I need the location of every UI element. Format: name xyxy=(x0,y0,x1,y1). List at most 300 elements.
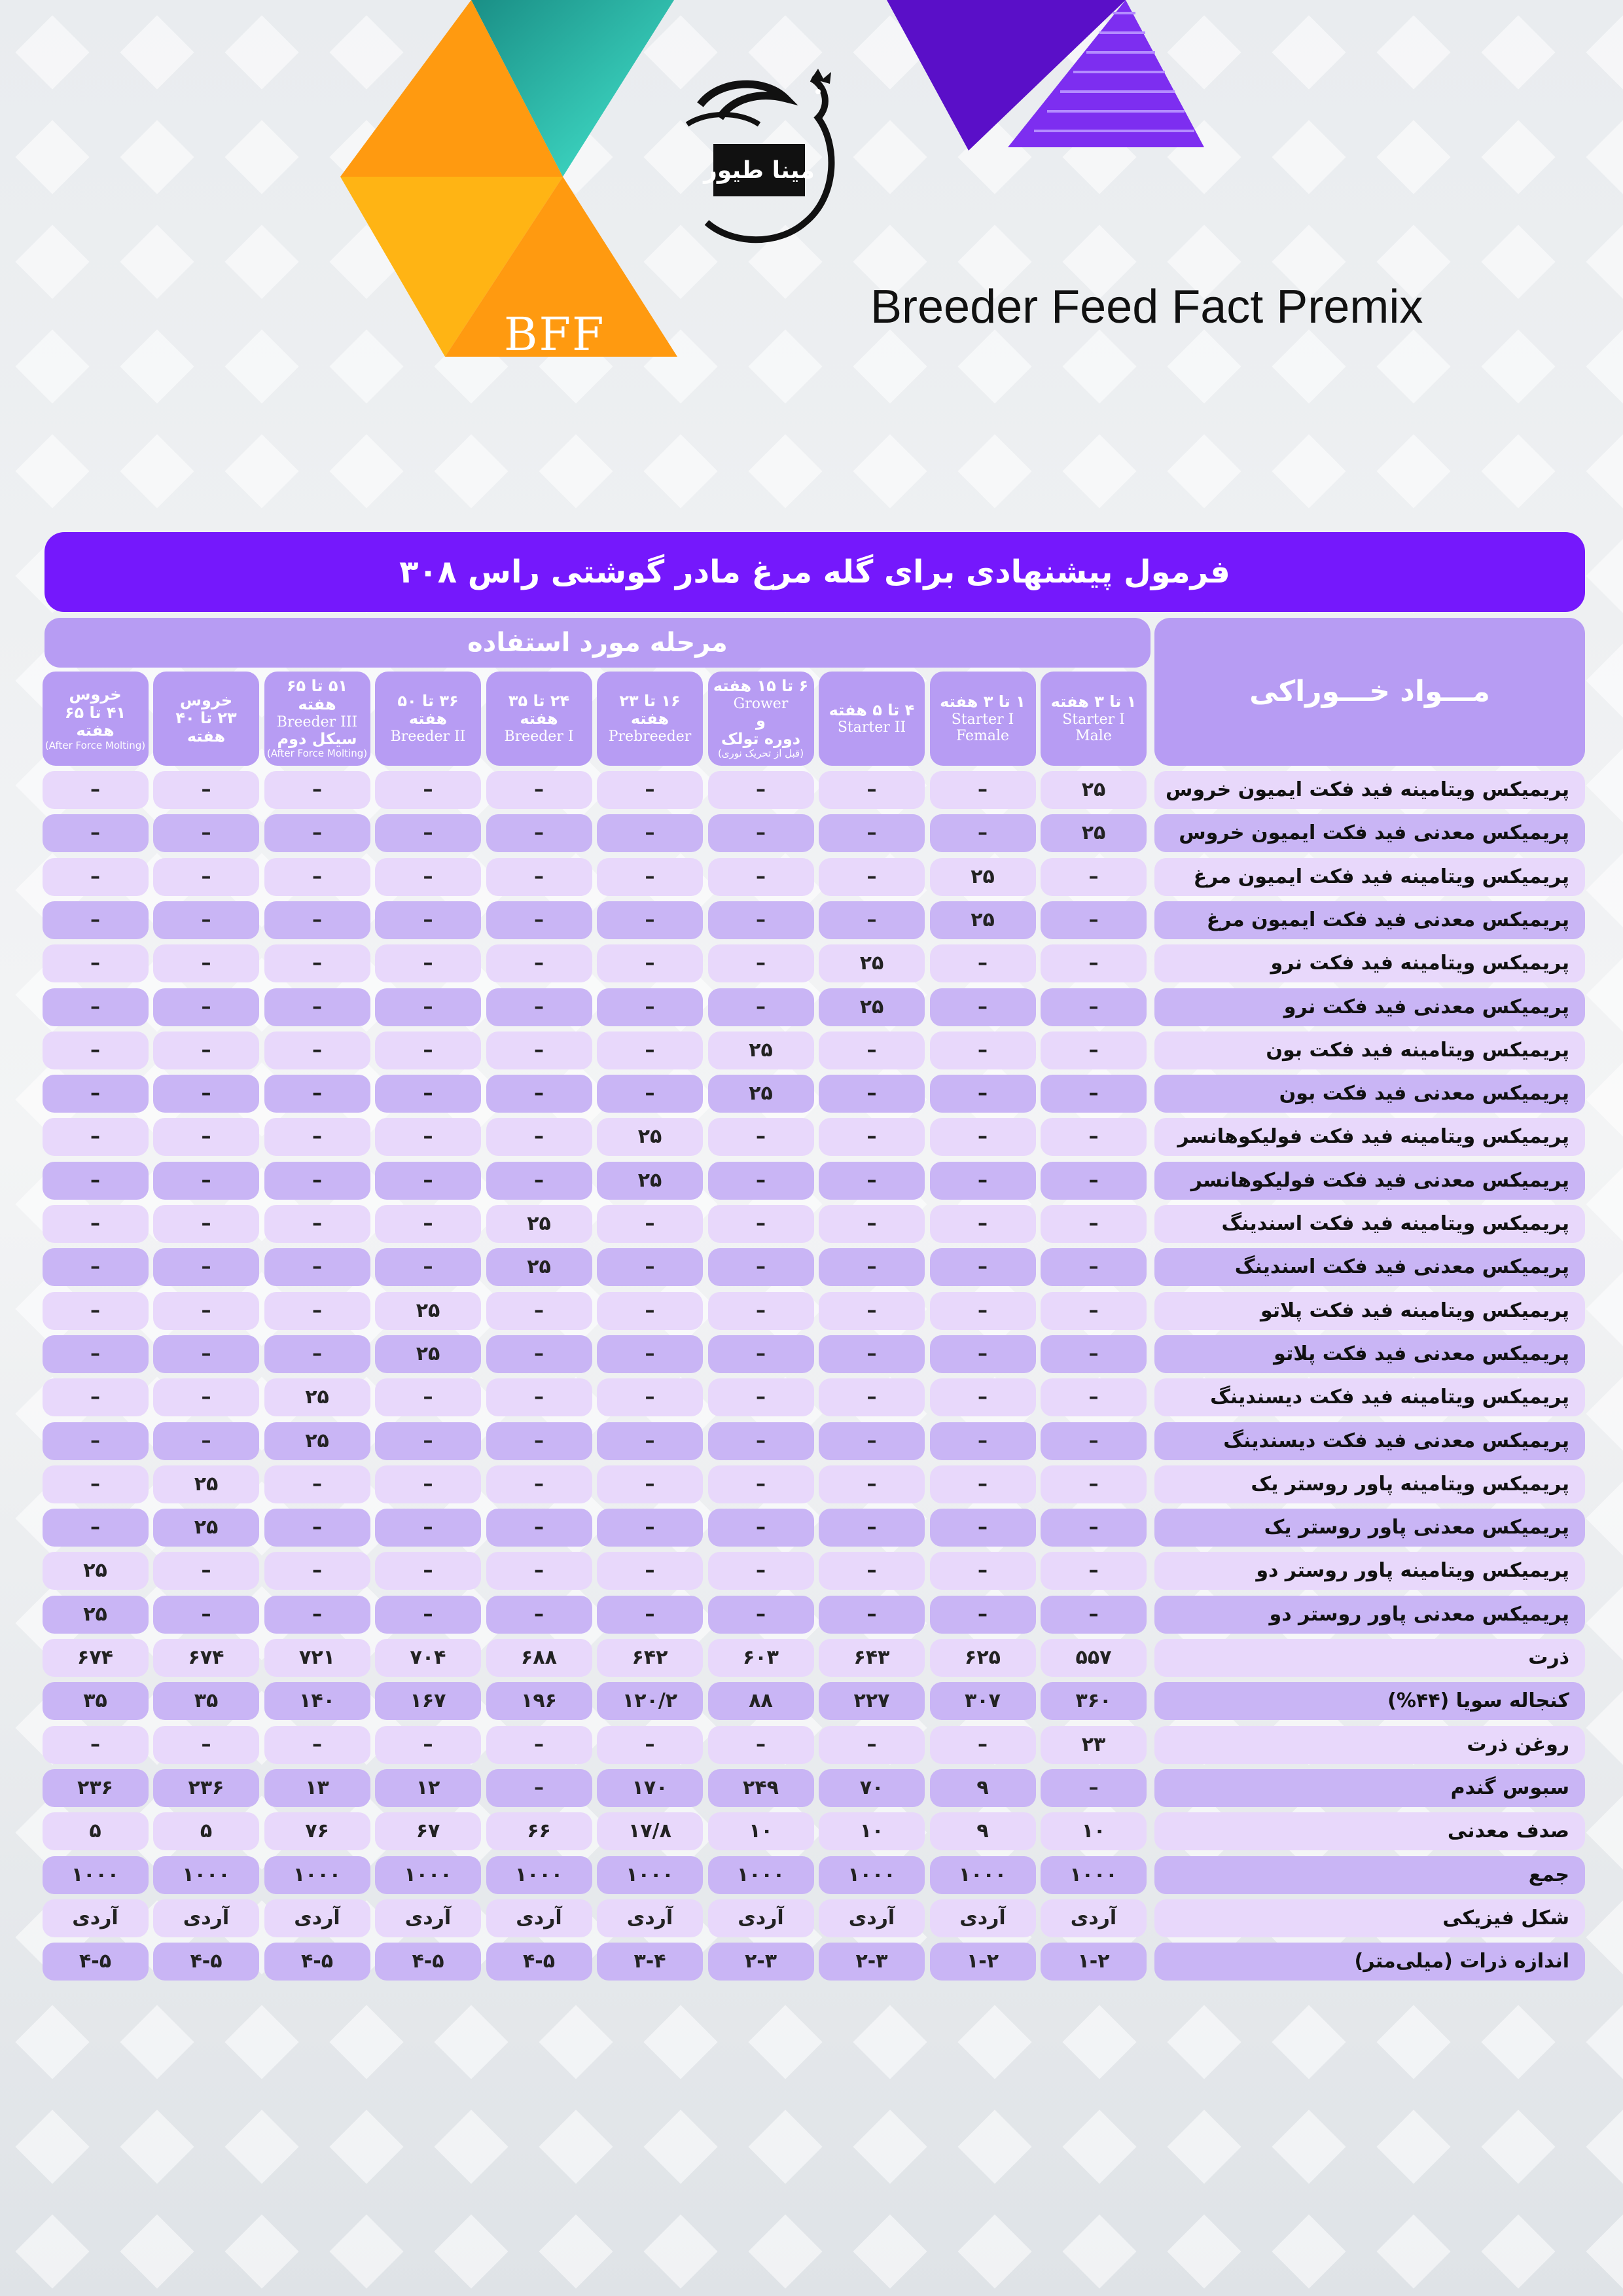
table-cell: ۲۵ xyxy=(486,1205,592,1243)
table-cell: – xyxy=(264,1509,370,1547)
table-cell: – xyxy=(819,1162,925,1200)
table-cell: – xyxy=(375,1031,481,1069)
table-cell: – xyxy=(486,1552,592,1590)
table-cell: ۱۰ xyxy=(708,1812,814,1850)
row-label: پریمیکس ویتامینه فید فکت بون xyxy=(1154,1031,1585,1069)
table-cell: ۸۸ xyxy=(708,1682,814,1720)
table-cell: – xyxy=(43,901,149,939)
table-cell: – xyxy=(819,771,925,809)
table-cell: ۷۶ xyxy=(264,1812,370,1850)
table-cell: – xyxy=(708,1422,814,1460)
table-cell: ۲۵ xyxy=(1041,814,1147,852)
column-header-fa: ۴ تا ۵ هفته xyxy=(829,700,915,719)
column-header-fa: ۱ تا ۳ هفته xyxy=(1050,692,1137,711)
table-cell: ۵۵۷ xyxy=(1041,1639,1147,1677)
table-cell: – xyxy=(708,1509,814,1547)
table-cell: – xyxy=(43,1248,149,1286)
table-cell: ۲۵ xyxy=(153,1465,259,1503)
table-cell: ۳۵ xyxy=(153,1682,259,1720)
table-cell: – xyxy=(153,1335,259,1373)
column-header xyxy=(486,672,592,766)
table-cell: ۱۰ xyxy=(819,1812,925,1850)
table-cell: – xyxy=(375,771,481,809)
logo-text: مینا طیور xyxy=(704,157,815,184)
table-cell: – xyxy=(43,1205,149,1243)
table-cell: ۷۰ xyxy=(819,1769,925,1807)
table-cell: – xyxy=(708,1596,814,1634)
table-cell: – xyxy=(43,1118,149,1156)
table-cell: – xyxy=(597,1335,703,1373)
table-cell: – xyxy=(153,1726,259,1764)
table-cell: – xyxy=(1041,1378,1147,1416)
table-cell: – xyxy=(153,814,259,852)
table-cell: – xyxy=(819,1726,925,1764)
table-cell: ۱۲ xyxy=(375,1769,481,1807)
table-cell: – xyxy=(930,771,1036,809)
table-cell: – xyxy=(819,1465,925,1503)
table-cell: – xyxy=(1041,1075,1147,1113)
table-cell: ۲۵ xyxy=(819,944,925,982)
table-cell: – xyxy=(930,944,1036,982)
table-cell: ۲۵ xyxy=(597,1118,703,1156)
table-cell: – xyxy=(375,1596,481,1634)
table-cell: – xyxy=(597,1378,703,1416)
table-cell: – xyxy=(1041,1509,1147,1547)
table-cell: ۷۰۴ xyxy=(375,1639,481,1677)
table-cell: ۱-۲ xyxy=(1041,1943,1147,1981)
table-cell: – xyxy=(264,1205,370,1243)
table-cell: – xyxy=(597,1248,703,1286)
rooster-logo-icon xyxy=(661,65,857,255)
table-cell: ۱۰۰۰ xyxy=(1041,1856,1147,1894)
table-cell: – xyxy=(375,1422,481,1460)
table-cell: – xyxy=(1041,901,1147,939)
table-cell: ۱۳ xyxy=(264,1769,370,1807)
row-label: پریمیکس معدنی فید فکت پلاتو xyxy=(1154,1335,1585,1373)
table-cell: – xyxy=(375,1509,481,1547)
table-cell: ۶۷۴ xyxy=(153,1639,259,1677)
table-cell: ۹ xyxy=(930,1812,1036,1850)
table-cell: ۲۵ xyxy=(264,1422,370,1460)
table-cell: ۱۰۰۰ xyxy=(153,1856,259,1894)
table-cell: ۱۰ xyxy=(1041,1812,1147,1850)
table-cell: – xyxy=(153,1422,259,1460)
row-label: صدف معدنی xyxy=(1154,1812,1585,1850)
table-cell: – xyxy=(819,1292,925,1330)
table-cell: آردی xyxy=(153,1899,259,1937)
table-cell: ۶۶ xyxy=(486,1812,592,1850)
table-cell: – xyxy=(597,1422,703,1460)
column-header xyxy=(930,672,1036,766)
table-cell: – xyxy=(43,771,149,809)
column-header-small: (After Force Molting) xyxy=(266,747,368,760)
table-cell: – xyxy=(486,1292,592,1330)
column-header-fa: خروس xyxy=(69,685,122,704)
row-label: پریمیکس ویتامینه فید فکت فولیکوهانسر xyxy=(1154,1118,1585,1156)
table-cell: – xyxy=(375,1552,481,1590)
table-cell: ۱-۲ xyxy=(930,1943,1036,1981)
table-cell: آردی xyxy=(375,1899,481,1937)
row-label: پریمیکس معدنی فید فکت اسندینگ xyxy=(1154,1248,1585,1286)
table-cell: – xyxy=(43,1509,149,1547)
table-cell: آردی xyxy=(708,1899,814,1937)
table-cell: ۴-۵ xyxy=(264,1943,370,1981)
table-cell: – xyxy=(930,814,1036,852)
column-header-fa: ۳۶ تا ۵۰ هفته xyxy=(397,691,459,728)
table-cell: – xyxy=(153,944,259,982)
row-label: پریمیکس معدنی فید فکت بون xyxy=(1154,1075,1585,1113)
row-label: پریمیکس ویتامینه فید فکت ایمیون مرغ xyxy=(1154,858,1585,896)
column-header-en: Grower xyxy=(733,695,789,712)
table-cell: ۲۵ xyxy=(708,1031,814,1069)
table-cell: – xyxy=(708,858,814,896)
table-cell: ۷۲۱ xyxy=(264,1639,370,1677)
table-cell: – xyxy=(43,1465,149,1503)
feed-ingredients-header: مـــواد خـــوراکی xyxy=(1154,618,1585,766)
row-label: پریمیکس ویتامینه پاور روستر یک xyxy=(1154,1465,1585,1503)
table-cell: – xyxy=(43,858,149,896)
row-label: پریمیکس معدنی فید فکت ایمیون خروس xyxy=(1154,814,1585,852)
table-cell: – xyxy=(1041,1422,1147,1460)
table-cell: – xyxy=(43,1162,149,1200)
table-cell: ۶۷ xyxy=(375,1812,481,1850)
table-cell: – xyxy=(930,1075,1036,1113)
table-cell: – xyxy=(1041,1596,1147,1634)
table-cell: – xyxy=(153,1596,259,1634)
table-cell: – xyxy=(486,1162,592,1200)
table-cell: – xyxy=(708,1726,814,1764)
table-cell: – xyxy=(597,901,703,939)
table-cell: – xyxy=(819,1248,925,1286)
column-header-en2: ۴۱ تا ۶۵ هفته xyxy=(64,703,126,740)
table-cell: ۱۹۶ xyxy=(486,1682,592,1720)
table-cell: ۴-۵ xyxy=(153,1943,259,1981)
table-cell: آردی xyxy=(819,1899,925,1937)
table-cell: – xyxy=(1041,1465,1147,1503)
table-cell: – xyxy=(264,944,370,982)
table-cell: – xyxy=(486,988,592,1026)
table-cell: – xyxy=(486,1335,592,1373)
row-label: پریمیکس ویتامینه فید فکت پلاتو xyxy=(1154,1292,1585,1330)
table-cell: – xyxy=(819,1205,925,1243)
table-cell: – xyxy=(153,1118,259,1156)
table-cell: ۱۷/۸ xyxy=(597,1812,703,1850)
row-label: پریمیکس ویتامینه فید فکت دیسندینگ xyxy=(1154,1378,1585,1416)
table-cell: – xyxy=(708,1552,814,1590)
table-cell: – xyxy=(708,1118,814,1156)
table-cell: – xyxy=(43,814,149,852)
table-cell: – xyxy=(375,901,481,939)
table-cell: – xyxy=(819,1422,925,1460)
table-cell: – xyxy=(597,1205,703,1243)
table-cell: – xyxy=(486,1118,592,1156)
column-header xyxy=(264,672,370,766)
table-cell: – xyxy=(153,1552,259,1590)
table-cell: – xyxy=(930,1378,1036,1416)
table-cell: – xyxy=(486,1378,592,1416)
table-cell: – xyxy=(375,944,481,982)
bff-badge: BFF xyxy=(504,308,605,361)
table-cell: – xyxy=(1041,1162,1147,1200)
table-cell: – xyxy=(43,1378,149,1416)
row-label: روغن ذرت xyxy=(1154,1726,1585,1764)
table-cell: – xyxy=(153,1292,259,1330)
table-cell: – xyxy=(486,1465,592,1503)
table-cell: – xyxy=(930,1292,1036,1330)
table-cell: – xyxy=(153,1248,259,1286)
table-cell: – xyxy=(375,1075,481,1113)
table-cell: – xyxy=(43,988,149,1026)
table-cell: – xyxy=(708,1205,814,1243)
table-cell: ۱۰۰۰ xyxy=(930,1856,1036,1894)
table-cell: – xyxy=(43,1726,149,1764)
table-cell: – xyxy=(264,1335,370,1373)
table-cell: – xyxy=(1041,1552,1147,1590)
column-header-en: Breeder III xyxy=(276,713,358,730)
column-header-fa: ۲۴ تا ۳۵ هفته xyxy=(508,691,570,728)
column-header xyxy=(43,672,149,766)
table-cell: ۶۴۳ xyxy=(819,1639,925,1677)
table-cell: – xyxy=(264,1552,370,1590)
table-cell: – xyxy=(819,1031,925,1069)
table-cell: ۲۵ xyxy=(486,1248,592,1286)
table-cell: – xyxy=(1041,944,1147,982)
table-cell: آردی xyxy=(486,1899,592,1937)
table-cell: آردی xyxy=(930,1899,1036,1937)
table-cell: – xyxy=(486,1769,592,1807)
table-cell: ۶۲۵ xyxy=(930,1639,1036,1677)
table-cell: – xyxy=(597,1031,703,1069)
table-cell: – xyxy=(264,1118,370,1156)
table-cell: – xyxy=(153,1075,259,1113)
table-cell: – xyxy=(708,1465,814,1503)
row-label: پریمیکس معدنی فید فکت دیسندینگ xyxy=(1154,1422,1585,1460)
table-cell: ۱۷۰ xyxy=(597,1769,703,1807)
column-header-en: Prebreeder xyxy=(608,728,692,745)
row-label: پریمیکس معدنی پاور روستر یک xyxy=(1154,1509,1585,1547)
table-cell: – xyxy=(597,858,703,896)
table-cell: ۳-۴ xyxy=(597,1943,703,1981)
table-cell: – xyxy=(153,858,259,896)
table-cell: – xyxy=(153,1162,259,1200)
table-cell: ۱۴۰ xyxy=(264,1682,370,1720)
table-cell: – xyxy=(819,1118,925,1156)
table-cell: – xyxy=(597,1726,703,1764)
table-cell: – xyxy=(930,1031,1036,1069)
table-cell: – xyxy=(486,814,592,852)
table-cell: – xyxy=(819,1335,925,1373)
row-label: شکل فیزیکی xyxy=(1154,1899,1585,1937)
table-cell: – xyxy=(43,1335,149,1373)
table-cell: – xyxy=(264,1075,370,1113)
table-cell: – xyxy=(819,1075,925,1113)
table-cell: – xyxy=(819,1509,925,1547)
table-cell: – xyxy=(375,1465,481,1503)
table-cell: – xyxy=(597,1509,703,1547)
row-label: کنجاله سویا (۴۴%) xyxy=(1154,1682,1585,1720)
table-cell: ۴-۵ xyxy=(43,1943,149,1981)
table-cell: ۲۲۷ xyxy=(819,1682,925,1720)
table-cell: – xyxy=(486,771,592,809)
table-cell: – xyxy=(930,1162,1036,1200)
table-cell: ۲۵ xyxy=(930,858,1036,896)
table-cell: ۴-۵ xyxy=(375,1943,481,1981)
table-cell: ۲-۳ xyxy=(819,1943,925,1981)
table-cell: ۶۸۸ xyxy=(486,1639,592,1677)
table-cell: – xyxy=(153,1205,259,1243)
column-header-en: Breeder I xyxy=(504,728,574,745)
table-cell: ۱۰۰۰ xyxy=(375,1856,481,1894)
table-cell: – xyxy=(486,901,592,939)
table-cell: – xyxy=(264,1292,370,1330)
column-header-en: Starter I xyxy=(1062,711,1125,728)
row-label: پریمیکس معدنی پاور روستر دو xyxy=(1154,1596,1585,1634)
table-cell: ۲۳ xyxy=(1041,1726,1147,1764)
column-header-en2: سیکل دوم xyxy=(277,729,357,748)
table-cell: ۴-۵ xyxy=(486,1943,592,1981)
table-cell: – xyxy=(486,1509,592,1547)
document-title: Breeder Feed Fact Premix xyxy=(870,281,1423,333)
table-cell: – xyxy=(930,1335,1036,1373)
table-cell: – xyxy=(708,988,814,1026)
table-cell: – xyxy=(375,1118,481,1156)
table-cell: – xyxy=(264,814,370,852)
row-label: پریمیکس معدنی فید فکت نرو xyxy=(1154,988,1585,1026)
row-label: ذرت xyxy=(1154,1639,1585,1677)
table-cell: ۶۰۳ xyxy=(708,1639,814,1677)
table-cell: ۲۴۹ xyxy=(708,1769,814,1807)
table-cell: – xyxy=(43,1292,149,1330)
table-cell: ۲۵ xyxy=(375,1292,481,1330)
table-cell: آردی xyxy=(597,1899,703,1937)
table-cell: آردی xyxy=(43,1899,149,1937)
table-cell: – xyxy=(264,771,370,809)
table-cell: – xyxy=(375,1726,481,1764)
table-cell: – xyxy=(597,814,703,852)
table-cell: – xyxy=(1041,1769,1147,1807)
table-cell: – xyxy=(708,1378,814,1416)
table-cell: – xyxy=(819,1378,925,1416)
row-label: پریمیکس ویتامینه فید فکت نرو xyxy=(1154,944,1585,982)
table-cell: – xyxy=(819,858,925,896)
row-label: پریمیکس معدنی فید فکت فولیکوهانسر xyxy=(1154,1162,1585,1200)
table-cell: ۲۵ xyxy=(708,1075,814,1113)
table-cell: ۱۰۰۰ xyxy=(708,1856,814,1894)
table-cell: – xyxy=(486,1726,592,1764)
row-label: پریمیکس ویتامینه فید فکت ایمیون خروس xyxy=(1154,771,1585,809)
table-cell: – xyxy=(375,1378,481,1416)
table-cell: ۱۰۰۰ xyxy=(43,1856,149,1894)
row-label: پریمیکس ویتامینه فید فکت اسندینگ xyxy=(1154,1205,1585,1243)
column-header xyxy=(597,672,703,766)
table-cell: ۲۵ xyxy=(264,1378,370,1416)
table-cell: ۱۲۰/۲ xyxy=(597,1682,703,1720)
table-cell: ۱۰۰۰ xyxy=(486,1856,592,1894)
table-cell: ۲۵ xyxy=(43,1552,149,1590)
stage-header: مرحله مورد استفاده xyxy=(45,618,1150,668)
table-cell: – xyxy=(153,901,259,939)
table-cell: – xyxy=(930,1726,1036,1764)
column-header-en2: Male xyxy=(1075,727,1112,744)
column-header-fa: ۵۱ تا ۶۵ هفته xyxy=(286,677,348,713)
table-cell: – xyxy=(597,1552,703,1590)
table-cell: – xyxy=(43,1075,149,1113)
table-cell: – xyxy=(264,901,370,939)
table-cell: – xyxy=(153,1378,259,1416)
table-cell: – xyxy=(930,1596,1036,1634)
column-header-en2: Female xyxy=(955,727,1010,744)
table-cell: – xyxy=(264,1726,370,1764)
table-cell: آردی xyxy=(1041,1899,1147,1937)
table-cell: ۲۵ xyxy=(43,1596,149,1634)
table-cell: ۲۳۶ xyxy=(43,1769,149,1807)
row-label: اندازه ذرات (میلی‌متر) xyxy=(1154,1943,1585,1981)
table-cell: ۱۰۰۰ xyxy=(597,1856,703,1894)
table-cell: – xyxy=(708,814,814,852)
table-cell: – xyxy=(819,1552,925,1590)
table-cell: – xyxy=(930,1509,1036,1547)
table-cell: – xyxy=(264,988,370,1026)
table-cell: – xyxy=(264,1031,370,1069)
row-label: جمع xyxy=(1154,1856,1585,1894)
table-cell: ۲۵ xyxy=(819,988,925,1026)
column-header-fa: ۱ تا ۳ هفته xyxy=(940,692,1026,711)
table-cell: – xyxy=(43,944,149,982)
table-cell: – xyxy=(930,1205,1036,1243)
table-cell: ۳۵ xyxy=(43,1682,149,1720)
table-cell: – xyxy=(930,1552,1036,1590)
table-cell: – xyxy=(708,1162,814,1200)
table-cell: – xyxy=(375,858,481,896)
row-label: سبوس گندم xyxy=(1154,1769,1585,1807)
row-label: پریمیکس معدنی فید فکت ایمیون مرغ xyxy=(1154,901,1585,939)
table-cell: – xyxy=(375,1205,481,1243)
column-header-small: (قبل از تحریک نوری) xyxy=(717,747,804,760)
table-cell: ۲۳۶ xyxy=(153,1769,259,1807)
table-cell: – xyxy=(708,1292,814,1330)
column-header xyxy=(375,672,481,766)
table-cell: – xyxy=(819,901,925,939)
table-cell: – xyxy=(486,1031,592,1069)
table-cell: ۲۵ xyxy=(375,1335,481,1373)
table-cell: – xyxy=(153,1031,259,1069)
table-cell: ۱۶۷ xyxy=(375,1682,481,1720)
table-cell: – xyxy=(264,858,370,896)
table-cell: ۵ xyxy=(43,1812,149,1850)
table-cell: – xyxy=(930,1248,1036,1286)
column-header-fa: ۱۶ تا ۲۳ هفته xyxy=(619,691,681,728)
table-cell: – xyxy=(1041,1205,1147,1243)
column-header-en: Starter II xyxy=(837,719,906,736)
table-cell: – xyxy=(43,1422,149,1460)
table-cell: – xyxy=(597,944,703,982)
table-cell: ۲-۳ xyxy=(708,1943,814,1981)
table-cell: ۲۵ xyxy=(1041,771,1147,809)
table-cell: – xyxy=(1041,1335,1147,1373)
table-cell: – xyxy=(708,771,814,809)
table-cell: – xyxy=(486,1075,592,1113)
table-cell: – xyxy=(930,1118,1036,1156)
table-cell: ۲۵ xyxy=(597,1162,703,1200)
column-header-en2: و دوره تولک xyxy=(721,711,801,748)
table-cell: – xyxy=(486,1596,592,1634)
table-cell: ۶۴۲ xyxy=(597,1639,703,1677)
table-cell: ۶۷۴ xyxy=(43,1639,149,1677)
table-cell: – xyxy=(1041,1248,1147,1286)
table-cell: – xyxy=(375,1248,481,1286)
table-cell: ۱۰۰۰ xyxy=(819,1856,925,1894)
table-cell: – xyxy=(375,1162,481,1200)
